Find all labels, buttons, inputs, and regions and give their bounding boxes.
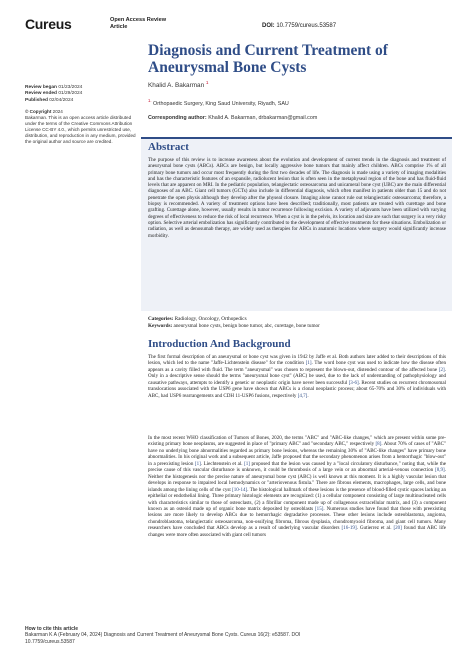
doi-link[interactable]: 10.7759/cureus.53587: [276, 23, 337, 29]
author-name[interactable]: Khalid A. Bakarman: [148, 82, 205, 90]
published-label: Published: [25, 97, 48, 103]
text-run: . Recent studies on recurrent chromosomal translocations associated with the USP6 gene have shown that ABCs is a clonal neoplastic process; about 65-70% and 30% of individuals with ABC, had USP6 rearrangements and CDH 11-USP6 fusions, respectively: [148, 379, 446, 399]
affiliation-text: Orthopaedic Surgery, King Saud University, Riyadh, SAU: [153, 100, 289, 107]
published: [25, 98, 125, 104]
affiliation: [148, 98, 289, 107]
cureus-logo: Cureus: [25, 16, 72, 32]
published-value: 02/04/2024: [49, 97, 74, 103]
copyright-label: © Copyright: [25, 109, 52, 114]
how-to-cite-heading: How to cite this article: [25, 626, 79, 632]
page-title: Diagnosis and Current Treatment of Aneurysmal Bone Cysts: [148, 42, 388, 76]
text-run: . Only in a descriptive sense should the terms "aneurysmal bone cyst" (ABC) be used, due to the lack of understanding of pathophysiology and causative pathways, attempts to identify a genetic or neoplastic origin have never been successful: [148, 366, 446, 386]
review-began-value: 01/23/2024: [58, 85, 83, 90]
article-type-line1: Open Access Review: [110, 17, 167, 23]
review-ended-value: 01/29/2024: [58, 91, 83, 97]
citation-link[interactable]: [3-6]: [348, 379, 359, 386]
citation-line-2[interactable]: 10.7759/cureus.53587: [25, 638, 75, 645]
intro-paragraph-2: [148, 435, 446, 538]
citation-link[interactable]: [16-19]: [341, 525, 357, 532]
keywords-block: [148, 316, 446, 329]
text-run: . Neither the histogenesis nor the precise nature of aneurysmal bone cyst (ABC) is well known at this moment. It is a highly vascular lesion that develops in response to impaired local hemodynamics or "arteriovenous fistula." There are fibrous elements, macrophages, large cells, and bone islands among the lining cells of the cyst: [148, 467, 446, 493]
text-run: . The word bone cyst was used to indicate how the disease often appears as a cavity filled with fluid. The term "aneurysmal" was chosen to represent the blown-out, distended contour of the affected bone: [148, 360, 446, 373]
abstract-heading: Abstract: [148, 141, 189, 153]
text-run: In the most recent WHO classification of Tumors of Bones, 2020, the terms "ABC" and "ABC-like changes," which are present within some pre-existing primary bone neoplasms, are suggested in place of "primary ABC" and "secondary ABC," respectively: [148, 435, 446, 448]
text-run: . Numerous studies have found that those with preexisting lesions are more likely to develop ABCs due to hemorrhagic degradative processes. These other lesions include osteoblastoma, angioma, chondroblastoma, telangiectatic osteosarcoma, non-ossifying fibroma, fibrous dysplasia, chondromyxoid fibroma, and giant cell tumors. Many researchers have concluded that ABCs develop as a result of underlying vascular disorders: [148, 505, 446, 532]
citation-link[interactable]: [8]: [375, 441, 382, 448]
citation-link[interactable]: [1]: [305, 360, 312, 367]
text-run: . Liechtenstein et al.: [200, 460, 245, 467]
doi: [262, 23, 336, 29]
affiliation-sup: 1.: [148, 98, 152, 103]
text-run: The first formal description of an aneurysmal or bone cyst was given in 1942 by Jaffe et al. Both authors later added to their descriptions of this lesion, which led to the name "Jaffe-Lichtenstein disease" for the condition: [148, 354, 446, 367]
text-run: . Gutierrez et al.: [356, 525, 394, 532]
intro-paragraph-1: [148, 354, 446, 399]
author-affiliation-sup: 1: [205, 80, 209, 85]
keywords-label: Keywords:: [148, 322, 173, 329]
text-run: found that ABC life changes were more often associated with giant cell tumors: [148, 525, 446, 538]
citation-link[interactable]: [4,7]: [297, 392, 308, 399]
categories-line: [148, 316, 446, 323]
citation-link[interactable]: [15]: [314, 505, 324, 512]
categories-label: Categories:: [148, 316, 174, 322]
text-run: .: [307, 392, 309, 399]
corresponding-label: Corresponding author:: [148, 115, 207, 121]
doi-label: DOI:: [262, 23, 275, 29]
copyright-block: [25, 109, 137, 145]
text-run: proposed that the lesion was caused by a "local circulatory disturbance," noting that, while the precise cause of this vascular disturbance is unknown, it could be thrombosis of a large vein or an abnormal arterial-venous connection: [148, 460, 446, 474]
review-dates: [25, 85, 125, 104]
citation-link[interactable]: [8,9]: [435, 467, 445, 474]
article-type: [110, 17, 166, 31]
categories-text: Radiology, Oncology, Orthopedics: [174, 316, 247, 322]
review-began-label: Review began: [25, 85, 57, 90]
article-type-line2: Article: [110, 24, 128, 31]
review-ended-label: Review ended: [25, 91, 57, 97]
citation-link[interactable]: [1]: [244, 460, 250, 467]
citation-link[interactable]: [2]: [438, 366, 445, 373]
corresponding-author: [148, 115, 317, 121]
keywords-text: aneurysmal bone cysts, benign bone tumor, abc, curettage, bone tumor: [173, 322, 320, 329]
citation-line-1: Bakarman K A (February 04, 2024) Diagnosis and Current Treatment of Aneurysmal Bone Cysts. Cureus 16(2): e53587. DOI: [25, 632, 301, 639]
how-to-cite: [25, 626, 455, 645]
copyright-year: 2024: [52, 109, 63, 114]
text-run: . About 70% of cases of "ABC" have no underlying bone abnormalities regarded as primary bone lesions, whereas the remaining 30% of "ABC-like changes" have primary bone abnormalities. In his original work and a subsequent article, Jaffe proposed that the secondary phenomenon arises from a hemorrhagic "blow-out" in a preexisting lesion: [148, 441, 447, 467]
abstract-text: The purpose of this review is to increase awareness about the evolution and development of current trends in the diagnosis and treatment of aneurysmal bone cysts (ABCs). ABCs are benign, but locally aggressive bone tumors that mainly affect children. ABCs comprise 1% of all primary bone tumors and occur most frequently during the first two decades of life. The diagnosis is made using a variety of imaging modalities and has the characteristic features of an expansile, radiolucent lesion that is often seen in the metaphyseal region of the bone and has fluid-fluid levels that are apparent on MRI. In the pediatric population, telangiectatic osteosarcoma and unicameral bone cyst (UBC) are the main differential diagnoses of an ABC. Giant cell tumors (GCTs) also include in differential diagnosis, which often manifest in patients older than 15 and do not penetrate the open physis although they develop after the physeal closure. Imaging alone cannot rule out telangiectatic osteosarcoma; therefore, a biopsy is recommended. A variety of treatment options have been described; traditionally, most patients are treated with curettage and bone grafting. Curettage alone, however, usually results in tumor recurrence following excision. A variety of adjuvants have been utilized with varying degrees of effectiveness to reduce the risk of local recurrence. When a cyst is in the pelvis, its location and size are such that surgery is a very risky option. Selective arterial embolization has significantly contributed to the development of effective treatments for these situations. Embolization or radiation, as well as denosumab therapy, are widely used as therapies for ABCs in anatomic locations where surgery would significantly increase morbidity.: [148, 157, 446, 239]
intro-heading: Introduction And Background: [148, 338, 291, 350]
text-run: . The histological hallmark of these lesions is the presence of blood-filled cystic spaces lacking an epithelial or endothelial lining. Three primary histologic elements are recognized: (1) a cellular component consisting of large multinucleated cells with characteristics similar to those of osteoclasts, (2) a fibrillar component made up of collagenous extracellular matrix, and (3) a component known as an osteoid made up of organic bone matrix deposited by osteoblasts: [148, 486, 446, 512]
citation-link[interactable]: [20]: [393, 525, 402, 532]
citation-link[interactable]: [10-14]: [232, 486, 248, 493]
author-line: [148, 80, 208, 89]
corresponding-text[interactable]: Khalid A. Bakarman, drbakarman@gmail.com: [208, 115, 318, 121]
copyright-text: Bakarman. This is an open access article distributed under the terms of the Creative Commons Attribution License CC-BY 4.0., which permits unrestricted use, distribution, and reproduction in any medium, provided the original author and source are credited.: [25, 115, 136, 144]
citation-link[interactable]: [1]: [194, 460, 201, 467]
keywords-line: [148, 323, 446, 330]
